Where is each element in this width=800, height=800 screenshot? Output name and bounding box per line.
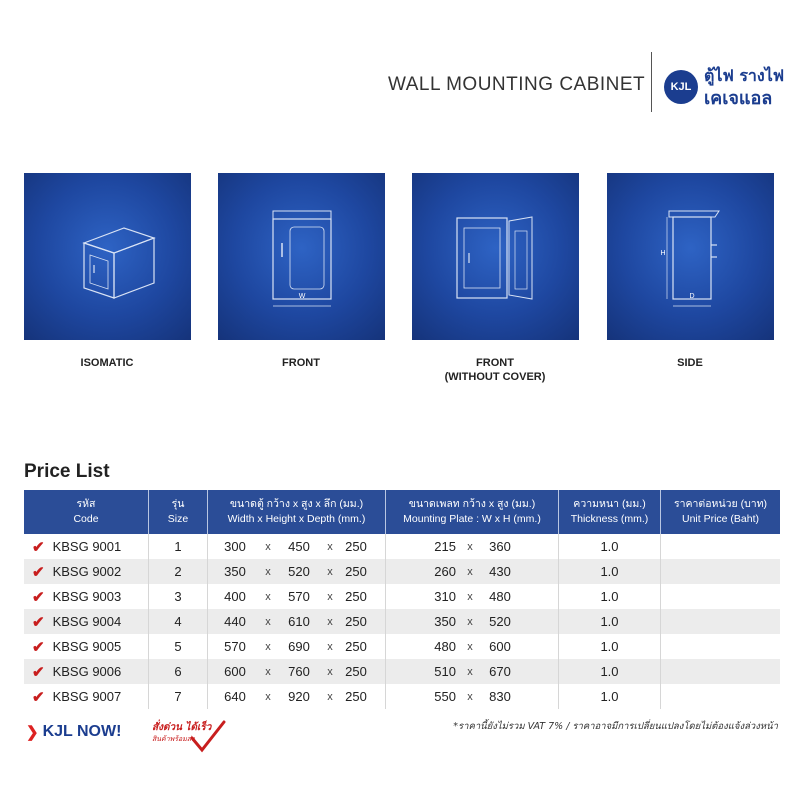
table-row (24, 609, 780, 634)
cell-mounting-plate (386, 559, 559, 584)
cell-thickness: 1.0 (559, 559, 661, 584)
plate-width: 215 (434, 539, 456, 554)
front-without-cover-view-image (412, 173, 579, 340)
cell-thickness: 1.0 (559, 534, 661, 559)
cell-mounting-plate (386, 659, 559, 684)
dim-height: 690 (288, 639, 310, 654)
cell-size: 5 (149, 634, 208, 659)
header-code: รหัส Code (24, 490, 149, 534)
plate-separator: x (467, 590, 473, 603)
product-code: KBSG 9005 (52, 639, 122, 654)
plate-width: 260 (434, 564, 456, 579)
header-mounting-plate: ขนาดเพลท กว้าง x สูง (มม.) Mounting Plate : W x H (mm.) (386, 490, 559, 534)
dim-separator: x (327, 665, 333, 678)
dim-depth: 250 (345, 589, 367, 604)
view-label-front: FRONT (282, 357, 320, 369)
cell-code (24, 559, 149, 584)
dim-separator: x (327, 690, 333, 703)
cell-size: 1 (149, 534, 208, 559)
cell-unit-price (661, 634, 781, 659)
cell-code (24, 534, 149, 559)
cell-unit-price (661, 659, 781, 684)
product-code: KBSG 9004 (52, 614, 122, 629)
dim-separator: x (327, 640, 333, 653)
dim-height: 610 (288, 614, 310, 629)
plate-height: 520 (489, 614, 511, 629)
cell-unit-price (661, 584, 781, 609)
header-thickness: ความหนา (มม.) Thickness (mm.) (559, 490, 661, 534)
check-icon: ✔ (32, 538, 45, 556)
cell-dimensions (208, 659, 386, 684)
dim-separator: x (265, 590, 271, 603)
cell-size: 4 (149, 609, 208, 634)
dim-separator: x (327, 590, 333, 603)
header-dimensions: ขนาดตู้ กว้าง x สูง x ลึก (มม.) Width x Height x Depth (mm.) (208, 490, 386, 534)
cell-unit-price (661, 534, 781, 559)
dim-depth: 250 (345, 614, 367, 629)
check-icon: ✔ (32, 688, 45, 706)
dim-separator: x (327, 615, 333, 628)
dim-height: 450 (288, 539, 310, 554)
dim-width: 350 (224, 564, 246, 579)
table-row (24, 684, 780, 709)
check-icon: ✔ (32, 638, 45, 656)
product-code: KBSG 9002 (52, 564, 122, 579)
dim-width: 400 (224, 589, 246, 604)
view-label-front-without-cover: FRONT (WITHOUT COVER) (444, 357, 546, 383)
cell-dimensions (208, 534, 386, 559)
view-label-isometric: ISOMATIC (80, 357, 134, 369)
dim-height: 570 (288, 589, 310, 604)
page-title: WALL MOUNTING CABINET (388, 74, 646, 95)
plate-width: 550 (434, 689, 456, 704)
height-mark: H (660, 250, 666, 257)
dim-separator: x (265, 565, 271, 578)
footer-brand: KJL NOW! (42, 723, 122, 740)
dim-separator: x (265, 640, 271, 653)
plate-width: 480 (434, 639, 456, 654)
plate-height: 360 (489, 539, 511, 554)
plate-height: 600 (489, 639, 511, 654)
check-icon: ✔ (32, 588, 45, 606)
footer-tagline-2: สินค้าพร้อมส่ง (152, 735, 195, 743)
table-row (24, 634, 780, 659)
dim-separator: x (265, 615, 271, 628)
plate-separator: x (467, 690, 473, 703)
view-label-side: SIDE (677, 357, 703, 369)
dim-separator: x (265, 665, 271, 678)
dim-depth: 250 (345, 639, 367, 654)
table-row (24, 534, 780, 559)
dim-height: 920 (288, 689, 310, 704)
table-header-row (24, 490, 780, 534)
cell-dimensions (208, 684, 386, 709)
cell-mounting-plate (386, 584, 559, 609)
price-table (24, 490, 780, 709)
dim-width: 570 (224, 639, 246, 654)
kjl-now-logo (26, 721, 150, 743)
plate-separator: x (467, 640, 473, 653)
plate-separator: x (467, 540, 473, 553)
cell-mounting-plate (386, 534, 559, 559)
cell-code (24, 684, 149, 709)
cell-size: 2 (149, 559, 208, 584)
product-code: KBSG 9007 (52, 689, 122, 704)
dim-separator: x (327, 565, 333, 578)
plate-width: 310 (434, 589, 456, 604)
header-size: รุ่น Size (149, 490, 208, 534)
cell-thickness: 1.0 (559, 659, 661, 684)
dim-depth: 250 (345, 564, 367, 579)
cell-size: 3 (149, 584, 208, 609)
cell-unit-price (661, 609, 781, 634)
cell-code (24, 584, 149, 609)
price-note: *ราคานี้ยังไม่รวม VAT 7% / ราคาอาจมีการเปลี่ยนแปลงโดยไม่ต้องแจ้งล่วงหน้า (453, 721, 778, 732)
side-cabinet-icon (607, 173, 774, 340)
cell-mounting-plate (386, 609, 559, 634)
price-list-title: Price List (24, 461, 110, 482)
cell-code (24, 634, 149, 659)
check-icon: ✔ (32, 663, 45, 681)
front-view-image (218, 173, 385, 340)
plate-width: 350 (434, 614, 456, 629)
cell-size: 6 (149, 659, 208, 684)
dim-width: 300 (224, 539, 246, 554)
dim-depth: 250 (345, 664, 367, 679)
cell-thickness: 1.0 (559, 684, 661, 709)
plate-height: 480 (489, 589, 511, 604)
dim-depth: 250 (345, 539, 367, 554)
product-code: KBSG 9003 (52, 589, 122, 604)
cell-code (24, 659, 149, 684)
plate-height: 430 (489, 564, 511, 579)
dim-height: 760 (288, 664, 310, 679)
cell-size: 7 (149, 684, 208, 709)
table-row (24, 659, 780, 684)
cell-mounting-plate (386, 634, 559, 659)
dim-separator: x (265, 540, 271, 553)
cell-dimensions (208, 609, 386, 634)
front-cabinet-icon (218, 173, 385, 340)
logo-text-line1: ตู้ไฟ รางไฟ (704, 66, 785, 85)
cell-thickness: 1.0 (559, 609, 661, 634)
plate-width: 510 (434, 664, 456, 679)
plate-separator: x (467, 665, 473, 678)
cell-mounting-plate (386, 684, 559, 709)
plate-height: 670 (489, 664, 511, 679)
header-unit-price: ราคาต่อหน่วย (บาท) Unit Price (Baht) (661, 490, 781, 534)
cell-unit-price (661, 684, 781, 709)
dim-depth: 250 (345, 689, 367, 704)
logo-text-line2: เคเจแอล (704, 88, 773, 109)
dim-separator: x (327, 540, 333, 553)
width-mark: W (298, 293, 306, 300)
cell-dimensions (208, 634, 386, 659)
cell-dimensions (208, 559, 386, 584)
dim-width: 440 (224, 614, 246, 629)
dim-separator: x (265, 690, 271, 703)
dim-height: 520 (288, 564, 310, 579)
footer-check-icon (188, 718, 228, 754)
plate-separator: x (467, 615, 473, 628)
isometric-view-image (24, 173, 191, 340)
header-divider (651, 52, 652, 112)
cell-unit-price (661, 559, 781, 584)
plate-height: 830 (489, 689, 511, 704)
product-code: KBSG 9006 (52, 664, 122, 679)
cell-dimensions (208, 584, 386, 609)
check-icon: ✔ (32, 613, 45, 631)
check-icon: ✔ (32, 563, 45, 581)
cell-code (24, 609, 149, 634)
kjl-logo-icon: KJL (664, 70, 698, 104)
dim-width: 600 (224, 664, 246, 679)
cell-thickness: 1.0 (559, 634, 661, 659)
table-row (24, 584, 780, 609)
side-view-image (607, 173, 774, 340)
front-open-cabinet-icon (412, 173, 579, 340)
depth-mark: D (689, 293, 695, 300)
isometric-cabinet-icon (24, 173, 191, 340)
dim-width: 640 (224, 689, 246, 704)
kjl-now-mark-icon: ❯ (26, 724, 39, 741)
footer-tagline-1: สั่งด่วน ได้เร็ว (152, 722, 212, 733)
cell-thickness: 1.0 (559, 584, 661, 609)
product-code: KBSG 9001 (52, 539, 122, 554)
table-row (24, 559, 780, 584)
plate-separator: x (467, 565, 473, 578)
